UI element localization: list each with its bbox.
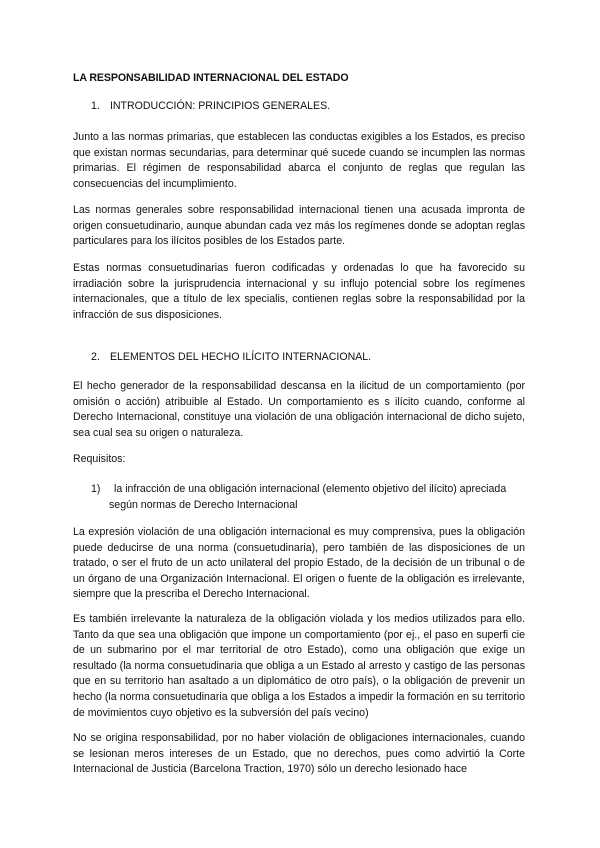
section-heading-text: ELEMENTOS DEL HECHO ILÍCITO INTERNACIONAL.: [109, 351, 372, 363]
paragraph: Las normas generales sobre responsabilidad internacional tienen una acusada impronta de origen consuetudinario, aunque abundan cada vez más los regímenes donde se adoptan reglas particulares para los ilícitos posibles de los Estados parte.: [73, 204, 525, 248]
section-number: 1.: [91, 100, 100, 112]
section-heading-text: INTRODUCCIÓN: PRINCIPIOS GENERALES.: [109, 100, 331, 112]
paragraph: No se origina responsabilidad, por no haber violación de obligaciones internacionales, cuando se lesionan meros intereses de un Estado, que no derechos, pues como advirtió la Corte Internacional de Justicia (Barcelona Traction, 1970) sólo un derecho lesionado hace: [73, 732, 525, 776]
paragraph: Junto a las normas primarias, que establecen las conductas exigibles a los Estados, es preciso que existan normas secundarias, para determinar qué sucede cuando se incumplen las normas primarias. El régimen de responsabilidad abarca el conjunto de reglas que regulan las consecuencias del incumplimiento.: [73, 131, 525, 190]
list-item-number: 1): [91, 483, 101, 495]
document-title: LA RESPONSABILIDAD INTERNACIONAL DEL ESTADO: [73, 72, 349, 84]
section-heading-2: [91, 350, 531, 366]
section-heading-1: [91, 99, 531, 115]
section-number: 2.: [91, 351, 100, 363]
paragraph: La expresión violación de una obligación internacional es muy comprensiva, pues la obligación puede deducirse de una norma (consuetudinaria), pero también de las disposiciones de un tratado, o ser el fruto de un acto unilateral del propio Estado, de la decisión de un tribunal o de un órgano de una Organización Internacional. El origen o fuente de la obligación es irrelevante, siempre que la prescriba el Derecho Internacional.: [73, 526, 525, 601]
requisitos-label: Requisitos:: [73, 453, 126, 465]
paragraph: El hecho generador de la responsabilidad descansa en la ilicitud de un comportamiento (por omisión o acción) atribuible al Estado. Un comportamiento es s ilícito cuando, conforme al Derecho Internacional, constituye una violación de una obligación internacional de dicho sujeto, sea cual sea su origen o naturaleza.: [73, 380, 525, 439]
paragraph: Es también irrelevante la naturaleza de la obligación violada y los medios utilizados para ello. Tanto da que sea una obligación que impone un comportamiento (por ej., el paso en superfi cie de un submarino por el mar territorial de otro Estado), como una obligación que exige un resultado (la norma consuetudinaria que obliga a un Estado al arresto y castigo de las personas que en su territorio han asaltado a un diplomático de otro país), o la obligación de prevenir un hecho (la norma consuetudinaria que obliga a los Estados a impedir la formación en su territorio de movimientos cuyo objetivo es la subversión del país vecino): [73, 613, 525, 719]
list-item-text: la infracción de una obligación internacional (elemento objetivo del ilícito) apreciada según normas de Derecho Internacional: [109, 483, 507, 511]
paragraph: Estas normas consuetudinarias fueron codificadas y ordenadas lo que ha favorecido su irradiación sobre la jurisprudencia internacional y su influjo potencial sobre los regímenes internacionales, que a título de lex specialis, contienen reglas sobre la responsabilidad por la infracción de sus disposiciones.: [73, 262, 525, 321]
